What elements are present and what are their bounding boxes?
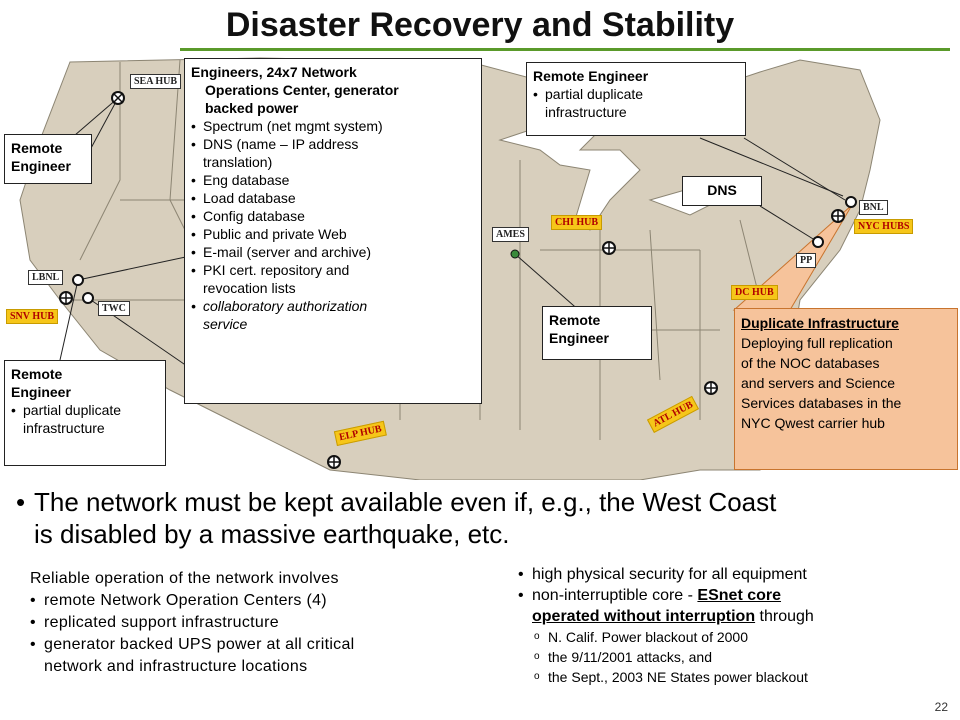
- dns-callout: DNS: [682, 176, 762, 206]
- remote-engineer-sw-item: • partial duplicate infrastructure: [11, 401, 159, 437]
- remote-engineer-ne-item: • partial duplicate infrastructure: [533, 85, 739, 121]
- security-subitem: o the 9/11/2001 attacks, and: [518, 647, 948, 667]
- noc-item: • Eng database: [191, 171, 475, 189]
- reliable-item: • remote Network Operation Centers (4): [30, 590, 500, 612]
- hub-label-elp: ELP HUB: [334, 421, 387, 446]
- remote-engineer-sw-callout: Remote Engineer • partial duplicate infrastructure: [4, 360, 166, 466]
- noc-item: • Config database: [191, 207, 475, 225]
- lbnl-marker: [73, 275, 83, 285]
- reliable-operation-list: [30, 568, 500, 678]
- ppl-marker: [813, 237, 823, 247]
- duplicate-infrastructure-callout: Duplicate Infrastructure Deploying full replication of the NOC databases and servers and Science Services databases in the NYC Qwest carrier hub: [734, 308, 958, 470]
- noc-item: • collaboratory authorization service: [191, 297, 475, 333]
- reliable-operation-intro: Reliable operation of the network involves: [30, 570, 339, 587]
- main-bullet: • The network must be kept available even if, e.g., the West Coast is disabled by a massive earthquake, etc.: [16, 487, 777, 549]
- reliable-item: • generator backed UPS power at all critical network and infrastructure locations: [30, 634, 500, 678]
- remote-engineer-ne-heading: Remote Engineer: [533, 68, 649, 84]
- hub-label-ames: AMES: [492, 227, 529, 242]
- remote-engineer-ames-callout: Remote Engineer: [542, 306, 652, 360]
- security-item: • high physical security for all equipment: [518, 564, 948, 585]
- noc-callout: [184, 58, 482, 404]
- hub-label-nyc: NYC HUBS: [854, 219, 913, 234]
- twc-marker: [83, 293, 93, 303]
- noc-heading: Engineers, 24x7 Network Operations Center, generator backed power: [191, 64, 399, 116]
- remote-engineer-nw-callout: Remote Engineer: [4, 134, 92, 184]
- remote-engineer-ne-callout: [526, 62, 746, 136]
- noc-item: • PKI cert. repository and revocation lists: [191, 261, 475, 297]
- hub-label-chi: CHI HUB: [551, 215, 602, 230]
- slide-title: Disaster Recovery and Stability: [225, 6, 735, 44]
- hub-label-snv: SNV HUB: [6, 309, 58, 324]
- noc-list: [191, 117, 475, 333]
- hub-label-twc: TWC: [98, 301, 130, 316]
- hub-label-ppl: PP: [796, 253, 816, 268]
- dup-heading: Duplicate Infrastructure: [741, 315, 899, 331]
- hub-label-atl: ATL HUB: [647, 396, 699, 433]
- reliable-item: • replicated support infrastructure: [30, 612, 500, 634]
- noc-item: • E-mail (server and archive): [191, 243, 475, 261]
- security-subitem: o the Sept., 2003 NE States power blackout: [518, 667, 948, 687]
- hub-label-lbnl: LBNL: [28, 270, 63, 285]
- page-number: 22: [934, 700, 948, 714]
- hub-label-sea: SEA HUB: [130, 74, 181, 89]
- noc-item: • Public and private Web: [191, 225, 475, 243]
- bnl-marker: [846, 197, 856, 207]
- security-list: [518, 564, 948, 687]
- security-subitem: o N. Calif. Power blackout of 2000: [518, 627, 948, 647]
- security-item: • non-interruptible core - ESnet core operated without interruption through: [518, 585, 948, 627]
- hub-label-dc: DC HUB: [731, 285, 778, 300]
- title-underline: [180, 48, 950, 51]
- noc-item: • DNS (name – IP address translation): [191, 135, 475, 171]
- ames-marker: [511, 250, 519, 258]
- hub-label-bnl: BNL: [859, 200, 888, 215]
- noc-item: • Load database: [191, 189, 475, 207]
- noc-item: • Spectrum (net mgmt system): [191, 117, 475, 135]
